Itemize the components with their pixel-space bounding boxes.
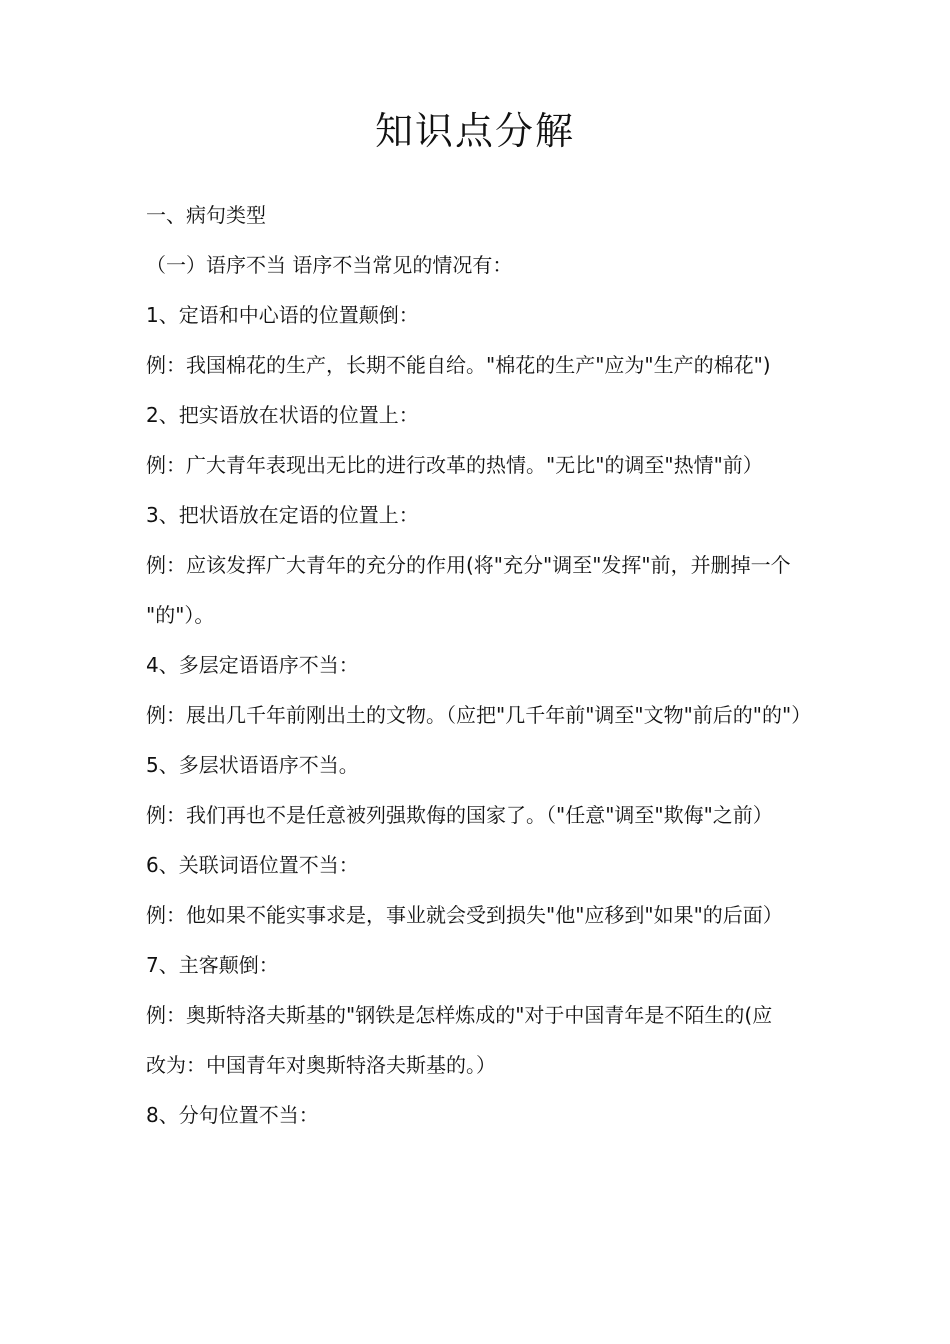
item-5-example: 例：我们再也不是任意被列强欺侮的国家了。（"任意"调至"欺侮"之前） — [146, 803, 773, 827]
item-4-heading: 4、多层定语语序不当： — [146, 653, 359, 677]
item-7-example: 例：奥斯特洛夫斯基的"钢铁是怎样炼成的"对于中国青年是不陌生的(应 — [146, 1003, 773, 1027]
document-body — [146, 190, 836, 1140]
item-7-heading: 7、主客颠倒： — [146, 953, 279, 977]
item-7-example-continued: 改为：中国青年对奥斯特洛夫斯基的。） — [146, 1053, 496, 1077]
subsection-heading-word-order: （一）语序不当 语序不当常见的情况有： — [146, 253, 513, 277]
item-6-heading: 6、关联词语位置不当： — [146, 853, 359, 877]
item-8-heading: 8、分句位置不当： — [146, 1103, 319, 1127]
item-3-example: 例：应该发挥广大青年的充分的作用(将"充分"调至"发挥"前，并删掉一个 — [146, 553, 791, 577]
item-1-example: 例：我国棉花的生产，长期不能自给。"棉花的生产"应为"生产的棉花") — [146, 353, 771, 377]
item-4-example: 例：展出几千年前刚出土的文物。（应把"几千年前"调至"文物"前后的"的"） — [146, 703, 812, 727]
page-title: 知识点分解 — [374, 109, 575, 153]
section-heading-sentence-types: 一、病句类型 — [146, 203, 266, 227]
item-2-example: 例：广大青年表现出无比的进行改革的热情。"无比"的调至"热情"前） — [146, 453, 763, 477]
item-2-heading: 2、把实语放在状语的位置上： — [146, 403, 419, 427]
item-1-heading: 1、定语和中心语的位置颠倒： — [146, 303, 419, 327]
item-5-heading: 5、多层状语语序不当。 — [146, 753, 359, 777]
item-3-example-continued: "的"）。 — [146, 603, 215, 627]
item-6-example: 例：他如果不能实事求是，事业就会受到损失"他"应移到"如果"的后面） — [146, 903, 783, 927]
item-3-heading: 3、把状语放在定语的位置上： — [146, 503, 419, 527]
